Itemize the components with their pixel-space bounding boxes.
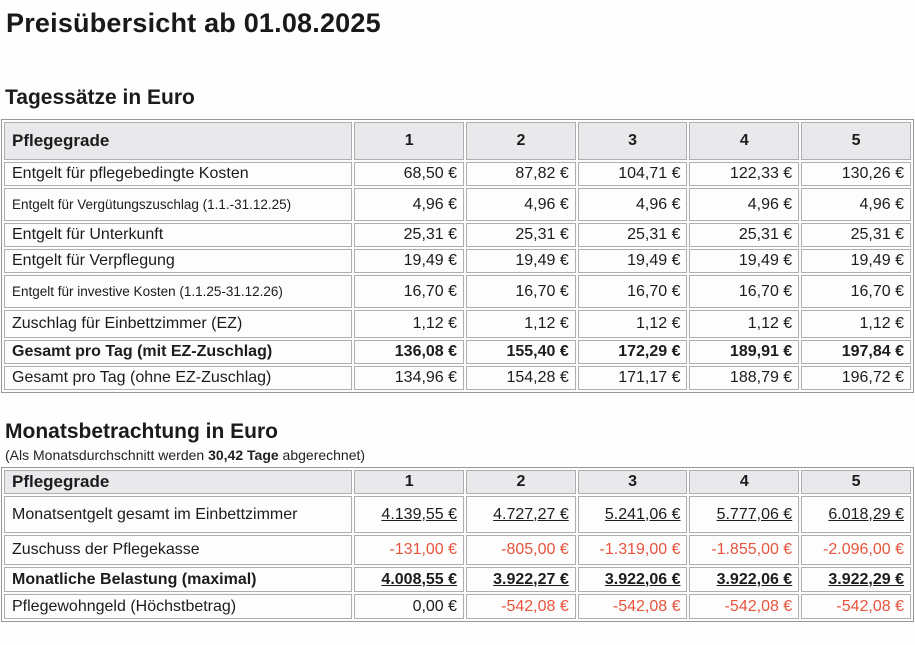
cell-value: 16,70 €: [801, 275, 911, 308]
cell-value: 4,96 €: [354, 188, 464, 221]
cell-value: 19,49 €: [354, 249, 464, 273]
cell-value: 16,70 €: [689, 275, 799, 308]
cell-value: 5.777,06 €: [689, 496, 799, 533]
cell-value: 6.018,29 €: [801, 496, 911, 533]
table-header-row: [4, 122, 911, 160]
cell-value: -1.319,00 €: [578, 535, 688, 565]
cell-value: 134,96 €: [354, 366, 464, 390]
row-label: Entgelt für Vergütungszuschlag (1.1.-31.12.25): [4, 188, 352, 221]
cell-value: 25,31 €: [801, 223, 911, 247]
cell-value: 4,96 €: [578, 188, 688, 221]
cell-value: 172,29 €: [578, 340, 688, 364]
row-label: Entgelt für pflegebedingte Kosten: [4, 162, 352, 186]
cell-value: -542,08 €: [466, 594, 576, 619]
cell-value: 130,26 €: [801, 162, 911, 186]
cell-value: -542,08 €: [689, 594, 799, 619]
daily-rates-table: [1, 119, 914, 393]
cell-value: 3.922,06 €: [689, 567, 799, 592]
monthly-note: [5, 447, 915, 463]
table-row: [4, 223, 911, 247]
column-header-pflegegrade: Pflegegrade: [4, 122, 352, 160]
column-header-grade-5: 5: [801, 122, 911, 160]
column-header-grade-5: 5: [801, 470, 911, 494]
monthly-note-days: 30,42 Tage: [208, 447, 279, 463]
cell-value: 154,28 €: [466, 366, 576, 390]
cell-value: 189,91 €: [689, 340, 799, 364]
table-row-housing-benefit: [4, 594, 911, 619]
cell-value: 0,00 €: [354, 594, 464, 619]
cell-value: 1,12 €: [689, 310, 799, 338]
cell-value: 3.922,29 €: [801, 567, 911, 592]
cell-value: -805,00 €: [466, 535, 576, 565]
cell-value: 4.727,27 €: [466, 496, 576, 533]
cell-value: 3.922,27 €: [466, 567, 576, 592]
cell-value: 4,96 €: [466, 188, 576, 221]
cell-value: -542,08 €: [578, 594, 688, 619]
cell-value: 4,96 €: [689, 188, 799, 221]
column-header-grade-3: 3: [578, 122, 688, 160]
row-label: Zuschuss der Pflegekasse: [4, 535, 352, 565]
monthly-section: [0, 420, 915, 622]
row-label: Gesamt pro Tag (ohne EZ-Zuschlag): [4, 366, 352, 390]
table-row-monthly-burden: [4, 567, 911, 592]
row-label: Gesamt pro Tag (mit EZ-Zuschlag): [4, 340, 352, 364]
cell-value: 1,12 €: [466, 310, 576, 338]
cell-value: -2.096,00 €: [801, 535, 911, 565]
cell-value: 25,31 €: [466, 223, 576, 247]
cell-value: 19,49 €: [689, 249, 799, 273]
monthly-note-suffix: abgerechnet): [278, 447, 366, 463]
cell-value: -1.855,00 €: [689, 535, 799, 565]
cell-value: 16,70 €: [578, 275, 688, 308]
cell-value: 25,31 €: [689, 223, 799, 247]
cell-value: 188,79 €: [689, 366, 799, 390]
row-label: Monatsentgelt gesamt im Einbettzimmer: [4, 496, 352, 533]
monthly-table: [1, 467, 914, 622]
page-title: Preisübersicht ab 01.08.2025: [6, 8, 381, 38]
daily-rates-heading: Tagessätze in Euro: [5, 86, 195, 109]
cell-value: 155,40 €: [466, 340, 576, 364]
table-row-total-without-ez: [4, 366, 911, 390]
row-label: Zuschlag für Einbettzimmer (EZ): [4, 310, 352, 338]
cell-value: 136,08 €: [354, 340, 464, 364]
cell-value: 16,70 €: [354, 275, 464, 308]
column-header-grade-1: 1: [354, 470, 464, 494]
table-header-row: [4, 470, 911, 494]
table-row: [4, 249, 911, 273]
cell-value: 197,84 €: [801, 340, 911, 364]
cell-value: 1,12 €: [801, 310, 911, 338]
cell-value: 16,70 €: [466, 275, 576, 308]
daily-rates-section: [0, 86, 915, 393]
column-header-grade-3: 3: [578, 470, 688, 494]
row-label: Entgelt für Unterkunft: [4, 223, 352, 247]
row-label: Entgelt für investive Kosten (1.1.25-31.12.26): [4, 275, 352, 308]
column-header-grade-1: 1: [354, 122, 464, 160]
row-label: Entgelt für Verpflegung: [4, 249, 352, 273]
cell-value: 87,82 €: [466, 162, 576, 186]
cell-value: 196,72 €: [801, 366, 911, 390]
table-row: [4, 188, 911, 221]
cell-value: 25,31 €: [354, 223, 464, 247]
row-label: Pflegewohngeld (Höchstbetrag): [4, 594, 352, 619]
table-row-subsidy: [4, 535, 911, 565]
cell-value: 5.241,06 €: [578, 496, 688, 533]
cell-value: 171,17 €: [578, 366, 688, 390]
cell-value: 1,12 €: [354, 310, 464, 338]
row-label: Monatliche Belastung (maximal): [4, 567, 352, 592]
cell-value: 4.139,55 €: [354, 496, 464, 533]
column-header-grade-4: 4: [689, 122, 799, 160]
column-header-grade-2: 2: [466, 470, 576, 494]
table-row: [4, 310, 911, 338]
column-header-pflegegrade: Pflegegrade: [4, 470, 352, 494]
monthly-note-prefix: (Als Monatsdurchschnitt werden: [5, 447, 209, 463]
table-row-monthly-total: [4, 496, 911, 533]
cell-value: 122,33 €: [689, 162, 799, 186]
table-row-total-with-ez: [4, 340, 911, 364]
table-row: [4, 275, 911, 308]
cell-value: 19,49 €: [801, 249, 911, 273]
cell-value: 19,49 €: [466, 249, 576, 273]
column-header-grade-4: 4: [689, 470, 799, 494]
cell-value: 25,31 €: [578, 223, 688, 247]
cell-value: 3.922,06 €: [578, 567, 688, 592]
cell-value: 19,49 €: [578, 249, 688, 273]
cell-value: 4,96 €: [801, 188, 911, 221]
table-row: [4, 162, 911, 186]
cell-value: 68,50 €: [354, 162, 464, 186]
cell-value: -131,00 €: [354, 535, 464, 565]
cell-value: -542,08 €: [801, 594, 911, 619]
cell-value: 104,71 €: [578, 162, 688, 186]
monthly-heading: Monatsbetrachtung in Euro: [5, 420, 278, 443]
column-header-grade-2: 2: [466, 122, 576, 160]
cell-value: 1,12 €: [578, 310, 688, 338]
document-page: [0, 8, 915, 645]
cell-value: 4.008,55 €: [354, 567, 464, 592]
